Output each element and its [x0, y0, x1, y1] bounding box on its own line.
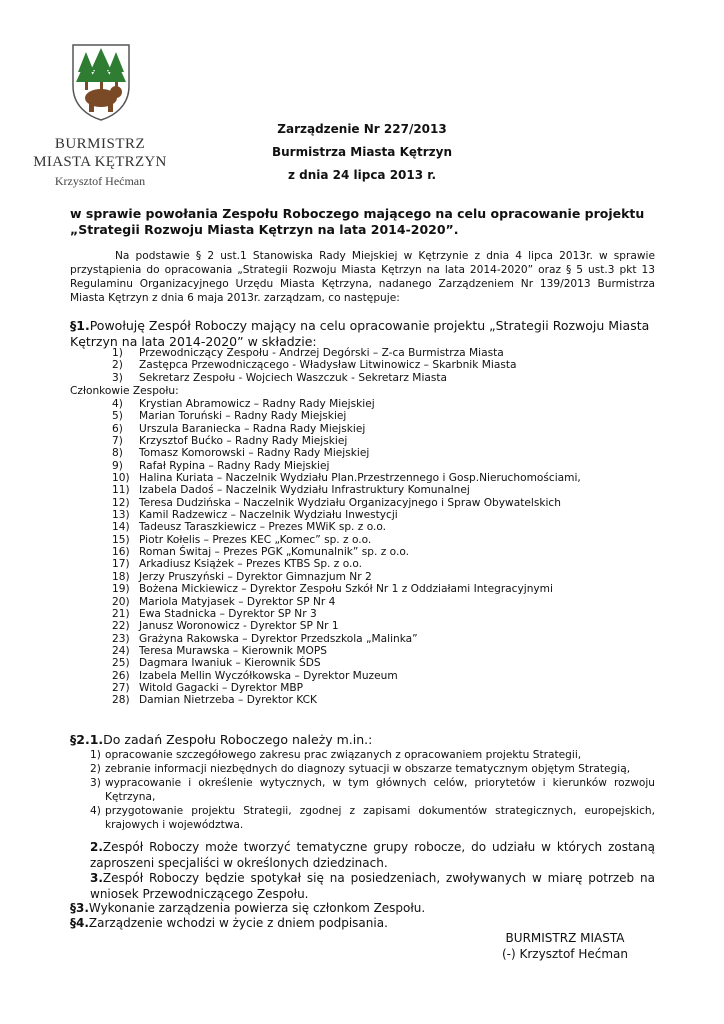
- office-city: MIASTA KĘTRZYN: [33, 154, 167, 170]
- task-text: wypracowanie i określenie wytycznych, w tym głównych celów, priorytetów i kierunków rozwoju Kętrzyna,: [105, 777, 655, 803]
- list-item: [112, 497, 581, 509]
- document-subject: [70, 206, 670, 238]
- item-number: 1): [112, 347, 123, 359]
- item-number: 25): [112, 657, 130, 670]
- list-item: [112, 410, 581, 422]
- section-4-marker: §4.: [70, 916, 89, 930]
- item-text: Damian Nietrzeba – Dyrektor KCK: [139, 694, 317, 707]
- section-2-marker: §2.1.: [70, 732, 104, 747]
- leaders-list: [112, 347, 517, 384]
- item-number: 4): [112, 398, 123, 410]
- list-item: [112, 571, 581, 583]
- item-number: 20): [112, 595, 130, 608]
- item-text: Teresa Murawska – Kierownik MOPS: [139, 644, 327, 657]
- task-number: 2): [90, 763, 101, 775]
- list-item: [112, 372, 517, 384]
- coat-of-arms-icon: [70, 42, 132, 122]
- item-number: 9): [112, 459, 123, 472]
- list-item: [112, 447, 581, 459]
- section-2-point-3: [90, 871, 655, 902]
- item-number: 14): [112, 521, 130, 534]
- list-item: [112, 521, 581, 533]
- list-item: [112, 633, 581, 645]
- item-number: 26): [112, 669, 130, 682]
- item-text: Teresa Dudzińska – Naczelnik Wydziału Organizacyjnego i Spraw Obywatelskich: [139, 496, 561, 509]
- list-item: [112, 608, 581, 620]
- section-2-text: Do zadań Zespołu Roboczego należy m.in.:: [103, 732, 373, 747]
- item-text: Dagmara Iwaniuk – Kierownik ŚDS: [139, 657, 321, 670]
- item-number: 24): [112, 644, 130, 657]
- item-number: 16): [112, 546, 130, 559]
- item-number: 10): [112, 472, 130, 485]
- task-item: [70, 762, 655, 776]
- subject-line-1: w sprawie powołania Zespołu Roboczego mającego na celu opracowanie projektu: [70, 206, 645, 221]
- point-2-marker: 2.: [90, 840, 103, 854]
- task-item: [70, 776, 655, 804]
- item-text: Tadeusz Taraszkiewicz – Prezes MWiK sp. z o.o.: [139, 521, 387, 534]
- list-item: [112, 472, 581, 484]
- tasks-list: [70, 748, 655, 832]
- point-3-marker: 3.: [90, 871, 103, 885]
- item-text: Krzysztof Bućko – Radny Rady Miejskiej: [139, 435, 348, 448]
- item-number: 17): [112, 558, 130, 571]
- item-text: Marian Toruński – Radny Rady Miejskiej: [139, 410, 347, 423]
- section-1-marker: §1.: [70, 318, 90, 333]
- item-text: Janusz Woronowicz - Dyrektor SP Nr 1: [139, 620, 339, 633]
- item-number: 22): [112, 620, 130, 633]
- list-item: [112, 645, 581, 657]
- section-1-text: Powołuję Zespół Roboczy mający na celu opracowanie projektu „Strategii Rozwoju Miasta Kętrzyn na lata 2014-2020” w składzie:: [70, 318, 650, 349]
- list-item: [112, 534, 581, 546]
- section-3: [70, 901, 660, 917]
- members-label: Członkowie Zespołu:: [70, 385, 179, 397]
- list-item: [112, 423, 581, 435]
- list-item: [112, 460, 581, 472]
- list-item: [112, 435, 581, 447]
- item-number: 18): [112, 570, 130, 583]
- item-number: 5): [112, 410, 123, 423]
- office-title: BURMISTRZ: [54, 136, 146, 152]
- list-item: [112, 484, 581, 496]
- item-number: 13): [112, 509, 130, 522]
- list-item: [112, 596, 581, 608]
- item-text: Sekretarz Zespołu - Wojciech Waszczuk - Sekretarz Miasta: [139, 371, 448, 384]
- section-2-intro: [70, 732, 660, 748]
- item-text: Urszula Baraniecka – Radna Rady Miejskiej: [139, 422, 366, 435]
- section-2-point-2: [90, 840, 655, 871]
- item-text: Roman Świtaj – Prezes PGK „Komunalnik” sp. z o.o.: [139, 546, 410, 559]
- document-title: Zarządzenie Nr 227/2013: [277, 122, 447, 136]
- section-3-text: Wykonanie zarządzenia powierza się członkom Zespołu.: [88, 901, 426, 915]
- list-item: [112, 682, 581, 694]
- section-3-marker: §3.: [70, 901, 89, 915]
- item-text: Rafał Rypina – Radny Rady Miejskiej: [139, 459, 330, 472]
- item-text: Krystian Abramowicz – Radny Rady Miejskiej: [139, 398, 375, 410]
- subject-line-2: „Strategii Rozwoju Miasta Kętrzyn na lata 2014-2020”.: [70, 222, 459, 237]
- item-number: 8): [112, 447, 123, 460]
- point-3-text: Zespół Roboczy będzie spotykał się na posiedzeniach, zwoływanych w miarę potrzeb na wniosek Przewodniczącego Zespołu.: [90, 871, 655, 901]
- item-number: 27): [112, 681, 130, 694]
- item-text: Piotr Kołelis – Prezes KEC „Komec” sp. z o.o.: [139, 533, 372, 546]
- list-item: [112, 398, 581, 410]
- item-text: Halina Kuriata – Naczelnik Wydziału Plan.Przestrzennego i Gosp.Nieruchomościami,: [139, 472, 581, 485]
- list-item: [112, 694, 581, 706]
- preamble: Na podstawie § 2 ust.1 Stanowiska Rady Miejskiej w Kętrzynie z dnia 4 lipca 2013r. w sprawie przystąpienia do opracowania „Strategii Rozwoju Miasta Kętrzyn na lata 2014-2020” oraz § 5 ust.3 pkt 13 Regulaminu Organizacyjnego Urzędu Miasta Kętrzyna, nadanego Zarządzeniem Nr 139/2013 Burmistrza Miasta Kętrzyn z dnia 6 maja 2013r. zarządzam, co następuje:: [70, 250, 655, 304]
- list-item: [112, 359, 517, 371]
- item-text: Izabela Mellin Wyczółkowska – Dyrektor Muzeum: [139, 669, 398, 682]
- list-item: [112, 620, 581, 632]
- item-text: Jerzy Pruszyński – Dyrektor Gimnazjum Nr 2: [139, 570, 372, 583]
- task-number: 4): [90, 805, 101, 817]
- item-text: Kamil Radzewicz – Naczelnik Wydziału Inwestycji: [139, 509, 398, 522]
- section-4-text: Zarządzenie wchodzi w życie z dniem podpisania.: [88, 916, 388, 930]
- item-text: Przewodniczący Zespołu - Andrzej Degórski – Z-ca Burmistrza Miasta: [139, 347, 504, 359]
- office-person: Krzysztof Hećman: [54, 174, 146, 188]
- item-text: Mariola Matyjasek – Dyrektor SP Nr 4: [139, 595, 336, 608]
- point-2-text: Zespół Roboczy może tworzyć tematyczne grupy robocze, do udziału w których zostaną zaproszeni specjaliści w określonych dziedzinach.: [90, 840, 655, 870]
- task-text: przygotowanie projektu Strategii, zgodnej z zapisami dokumentów strategicznych, europejskich, krajowych i województwa.: [105, 805, 655, 831]
- list-item: [112, 347, 517, 359]
- task-number: 1): [90, 749, 101, 761]
- signature-block: [480, 930, 650, 962]
- list-item: [112, 509, 581, 521]
- list-item: [112, 583, 581, 595]
- signature-name: (-) Krzysztof Hećman: [502, 947, 628, 961]
- item-number: 7): [112, 435, 123, 448]
- item-number: 28): [112, 694, 130, 707]
- list-item: [112, 558, 581, 570]
- section-1-intro: [70, 318, 660, 349]
- task-text: zebranie informacji niezbędnych do diagnozy sytuacji w obszarze tematycznym objętym Strategią,: [105, 763, 631, 775]
- list-item: [112, 546, 581, 558]
- item-number: 11): [112, 484, 130, 497]
- item-number: 12): [112, 496, 130, 509]
- item-text: Izabela Dadoś – Naczelnik Wydziału Infrastruktury Komunalnej: [139, 484, 470, 497]
- members-list: [112, 398, 581, 707]
- document-issuer: Burmistrza Miasta Kętrzyn: [271, 145, 453, 159]
- item-number: 19): [112, 583, 130, 596]
- item-text: Grażyna Rakowska – Dyrektor Przedszkola „Malinka”: [139, 632, 418, 645]
- item-number: 23): [112, 632, 130, 645]
- item-text: Tomasz Komorowski – Radny Rady Miejskiej: [139, 447, 370, 460]
- item-text: Zastępca Przewodniczącego - Władysław Litwinowicz – Skarbnik Miasta: [139, 359, 517, 372]
- item-text: Bożena Mickiewicz – Dyrektor Zespołu Szkół Nr 1 z Oddziałami Integracyjnymi: [139, 583, 553, 596]
- task-number: 3): [90, 777, 101, 789]
- item-number: 21): [112, 607, 130, 620]
- list-item: [112, 657, 581, 669]
- item-number: 6): [112, 422, 123, 435]
- item-number: 2): [112, 359, 123, 372]
- task-item: [70, 748, 655, 762]
- task-item: [70, 804, 655, 832]
- document-date: z dnia 24 lipca 2013 r.: [287, 168, 437, 182]
- list-item: [112, 670, 581, 682]
- item-number: 3): [112, 371, 123, 384]
- item-text: Ewa Stadnicka – Dyrektor SP Nr 3: [139, 607, 317, 620]
- item-text: Arkadiusz Książek – Prezes KTBS Sp. z o.o.: [139, 558, 363, 571]
- item-number: 15): [112, 533, 130, 546]
- signature-title: BURMISTRZ MIASTA: [505, 931, 625, 945]
- task-text: opracowanie szczegółowego zakresu prac związanych z opracowaniem projektu Strategii,: [105, 749, 582, 761]
- item-text: Witold Gagacki – Dyrektor MBP: [139, 681, 304, 694]
